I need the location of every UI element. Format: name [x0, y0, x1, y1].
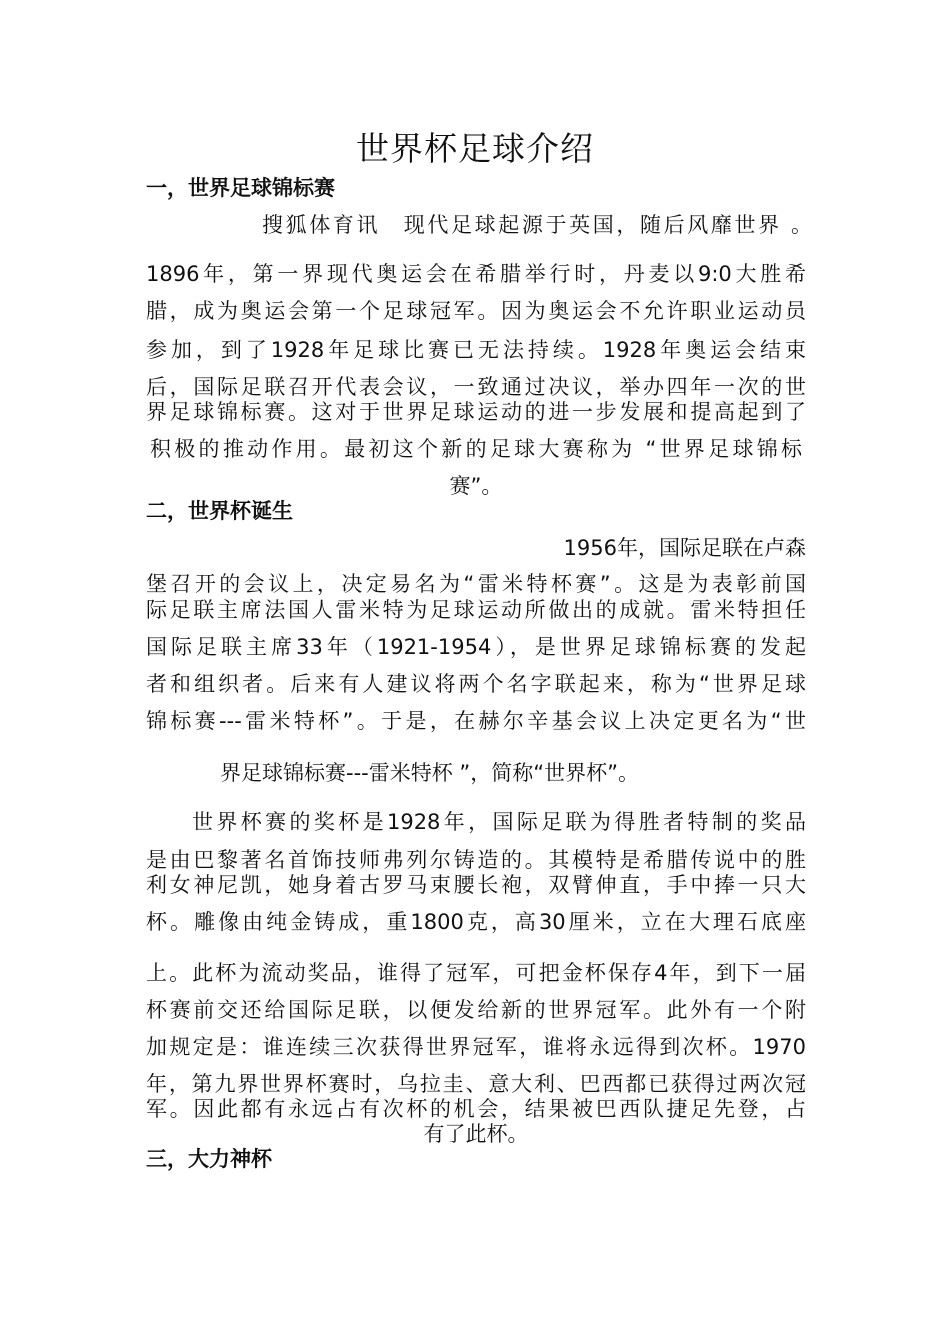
section-heading-1: 一，世界足球锦标赛	[146, 176, 335, 200]
paragraph-line: 参加，到了1928年足球比赛已无法持续。1928年奥运会结束	[146, 338, 806, 362]
section-heading-3: 三，大力神杯	[146, 1147, 272, 1171]
paragraph-line: 是由巴黎著名首饰技师弗列尔铸造的。其模特是希腊传说中的胜	[146, 848, 806, 872]
paragraph-line: 年，第九界世界杯赛时，乌拉圭、意大利、巴西都已获得过两次冠	[146, 1072, 806, 1096]
paragraph-line: 1896年，第一界现代奥运会在希腊举行时，丹麦以9:0大胜希	[146, 262, 806, 286]
paragraph-line: 际足联主席法国人雷米特为足球运动所做出的成就。雷米特担任	[146, 598, 806, 622]
paragraph-line: 赛”。	[449, 474, 503, 498]
paragraph-line: 杯。雕像由纯金铸成，重1800克，高30厘米，立在大理石底座	[146, 910, 806, 934]
paragraph-line: 国际足联主席33年（1921-1954），是世界足球锦标赛的发起	[146, 635, 806, 659]
paragraph-line: 上。此杯为流动奖品，谁得了冠军，可把金杯保存4年，到下一届	[146, 961, 806, 985]
paragraph-line: 加规定是：谁连续三次获得世界冠军，谁将永远得到次杯。1970	[146, 1035, 806, 1059]
paragraph-line: 腊，成为奥运会第一个足球冠军。因为奥运会不允许职业运动员	[146, 299, 806, 323]
document-title: 世界杯足球介绍	[356, 129, 594, 168]
paragraph-line: 者和组织者。后来有人建议将两个名字联起来，称为“世界足球	[146, 672, 806, 696]
paragraph-line: 搜狐体育讯 现代足球起源于英国，随后风靡世界 。	[262, 213, 812, 237]
paragraph-line: 锦标赛---雷米特杯”。于是，在赫尔辛基会议上决定更名为“世	[146, 709, 806, 733]
paragraph-line: 积极的推动作用。最初这个新的足球大赛称为 “世界足球锦标	[150, 437, 802, 461]
section-heading-2: 二，世界杯诞生	[146, 499, 293, 523]
paragraph-line: 1956年，国际足联在卢森	[563, 536, 806, 560]
paragraph-line: 后，国际足联召开代表会议，一致通过决议，举办四年一次的世	[146, 375, 806, 399]
paragraph-line: 堡召开的会议上，决定易名为“雷米特杯赛”。这是为表彰前国	[146, 572, 806, 596]
paragraph-line: 有了此杯。	[423, 1122, 529, 1146]
paragraph-line: 杯赛前交还给国际足联，以便发给新的世界冠军。此外有一个附	[146, 998, 806, 1022]
paragraph-line: 利女神尼凯，她身着古罗马束腰长袍，双臂伸直，手中捧一只大	[146, 873, 806, 897]
paragraph-line: 军。因此都有永远占有次杯的机会，结果被巴西队捷足先登，占	[146, 1097, 806, 1121]
paragraph-line: 界足球锦标赛---雷米特杯 ”，简称“世界杯”。	[220, 761, 640, 785]
paragraph-line: 界足球锦标赛。这对于世界足球运动的进一步发展和提高起到了	[146, 400, 806, 424]
paragraph-line: 世界杯赛的奖杯是1928年，国际足联为得胜者特制的奖品	[192, 810, 806, 834]
